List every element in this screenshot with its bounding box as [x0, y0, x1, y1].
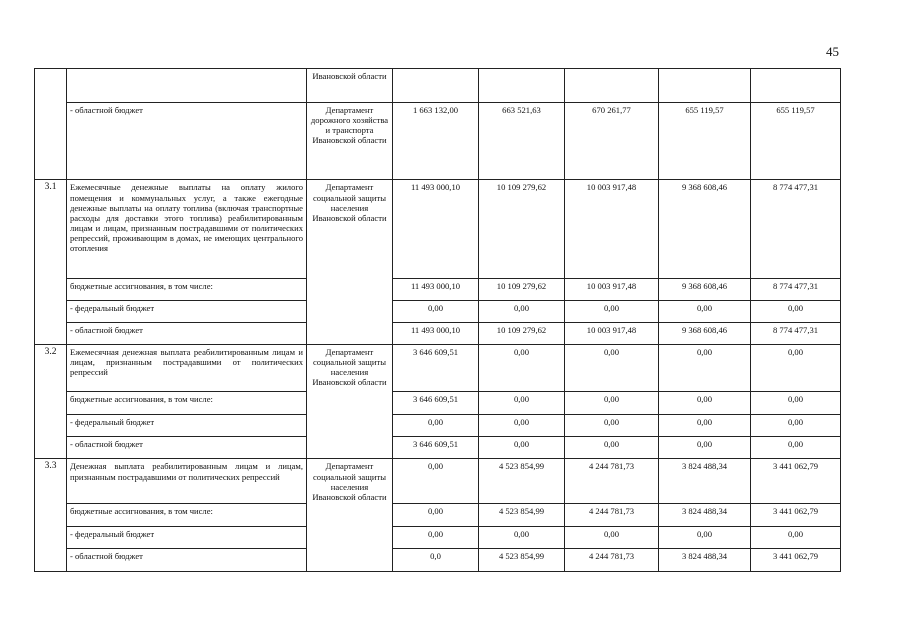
- value-cell: 9 368 608,46: [659, 322, 751, 344]
- value-cell: 0,00: [393, 459, 479, 504]
- value-cell: 0,00: [659, 414, 751, 436]
- value-cell: 0,00: [659, 526, 751, 548]
- value-cell: 0,00: [565, 436, 659, 458]
- table-row: [35, 322, 841, 344]
- row-label: - федеральный бюджет: [67, 414, 307, 436]
- value-cell: 0,00: [393, 414, 479, 436]
- row-label: бюджетные ассигнования, в том числе:: [67, 278, 307, 300]
- table-row: [35, 102, 841, 180]
- value-cell: 3 646 609,51: [393, 392, 479, 414]
- value-cell: 4 244 781,73: [565, 549, 659, 572]
- department-cell: Департамент социальной защиты населения Ивановской области: [307, 180, 393, 345]
- value-cell: 0,00: [479, 414, 565, 436]
- row-label: - федеральный бюджет: [67, 301, 307, 322]
- value-cell: 0,00: [479, 345, 565, 392]
- value-cell: 8 774 477,31: [751, 180, 841, 278]
- value-cell: 0,00: [751, 436, 841, 458]
- value-cell: 0,00: [565, 414, 659, 436]
- value-cell: 4 523 854,99: [479, 504, 565, 526]
- value-cell: 0,00: [565, 392, 659, 414]
- table-row: [35, 278, 841, 300]
- value-cell: 670 261,77: [565, 102, 659, 180]
- value-cell: 0,00: [565, 301, 659, 322]
- value-cell: 10 003 917,48: [565, 278, 659, 300]
- value-cell: 0,00: [565, 526, 659, 548]
- value-cell: 11 493 000,10: [393, 278, 479, 300]
- value-cell: 0,00: [659, 345, 751, 392]
- table-row: [35, 301, 841, 322]
- department-cell: Департамент социальной защиты населения Ивановской области: [307, 459, 393, 572]
- value-cell: 0,00: [751, 301, 841, 322]
- value-cell: 10 003 917,48: [565, 180, 659, 278]
- row-label: - областной бюджет: [67, 102, 307, 180]
- value-cell: 9 368 608,46: [659, 278, 751, 300]
- row-label: бюджетные ассигнования, в том числе:: [67, 392, 307, 414]
- value-cell: 4 244 781,73: [565, 504, 659, 526]
- value-cell: 0,00: [751, 345, 841, 392]
- value-cell: 8 774 477,31: [751, 278, 841, 300]
- value-cell: 0,00: [479, 301, 565, 322]
- value-cell: [393, 69, 479, 103]
- value-cell: 3 441 062,79: [751, 549, 841, 572]
- table-row: [35, 459, 841, 504]
- value-cell: 3 824 488,34: [659, 549, 751, 572]
- value-cell: 4 523 854,99: [479, 549, 565, 572]
- row-label: - федеральный бюджет: [67, 526, 307, 548]
- value-cell: 3 441 062,79: [751, 504, 841, 526]
- budget-table: [34, 68, 841, 572]
- item-number: 3.3: [35, 459, 67, 572]
- value-cell: 1 663 132,00: [393, 102, 479, 180]
- description-cell: [67, 69, 307, 103]
- value-cell: 655 119,57: [751, 102, 841, 180]
- value-cell: 3 441 062,79: [751, 459, 841, 504]
- value-cell: 0,00: [393, 526, 479, 548]
- value-cell: 3 824 488,34: [659, 459, 751, 504]
- value-cell: 4 244 781,73: [565, 459, 659, 504]
- department-cell: Ивановской области: [307, 69, 393, 103]
- value-cell: [659, 69, 751, 103]
- row-label: - областной бюджет: [67, 322, 307, 344]
- value-cell: 0,00: [751, 392, 841, 414]
- value-cell: 0,00: [659, 301, 751, 322]
- value-cell: 3 646 609,51: [393, 345, 479, 392]
- item-description: Ежемесячные денежные выплаты на оплату жилого помещения и коммунальных услуг, а также ежегодные денежные выплаты на оплату топлива (включая транспортные расходы для доставки этого топлива) реабилитированным лицам и лицам, признанным пострадавшими от политических репрессий, проживающим в домах, не имеющих центрального отопления: [67, 180, 307, 278]
- value-cell: 0,00: [659, 392, 751, 414]
- value-cell: 9 368 608,46: [659, 180, 751, 278]
- value-cell: 0,00: [479, 392, 565, 414]
- value-cell: 0,00: [479, 436, 565, 458]
- item-description: Ежемесячная денежная выплата реабилитированным лицам и лицам, признанным пострадавшими от политических репрессий: [67, 345, 307, 392]
- table-row: [35, 526, 841, 548]
- value-cell: 0,00: [751, 414, 841, 436]
- value-cell: 663 521,63: [479, 102, 565, 180]
- department-cell: Департамент социальной защиты населения Ивановской области: [307, 345, 393, 459]
- value-cell: 8 774 477,31: [751, 322, 841, 344]
- value-cell: 0,00: [393, 504, 479, 526]
- table-row: [35, 549, 841, 572]
- value-cell: 10 109 279,62: [479, 180, 565, 278]
- row-label: - областной бюджет: [67, 436, 307, 458]
- value-cell: 10 003 917,48: [565, 322, 659, 344]
- item-number: 3.2: [35, 345, 67, 459]
- value-cell: 11 493 000,10: [393, 322, 479, 344]
- table-row: [35, 180, 841, 278]
- row-label: бюджетные ассигнования, в том числе:: [67, 504, 307, 526]
- table-row: [35, 69, 841, 103]
- table-row: [35, 392, 841, 414]
- value-cell: 0,00: [393, 301, 479, 322]
- value-cell: 0,00: [659, 436, 751, 458]
- table-row: [35, 345, 841, 392]
- table-row: [35, 414, 841, 436]
- table-row: [35, 504, 841, 526]
- value-cell: 10 109 279,62: [479, 322, 565, 344]
- value-cell: 0,00: [479, 526, 565, 548]
- value-cell: 3 646 609,51: [393, 436, 479, 458]
- value-cell: [565, 69, 659, 103]
- value-cell: 0,00: [565, 345, 659, 392]
- department-cell: Департамент дорожного хозяйства и транспорта Ивановской области: [307, 102, 393, 180]
- value-cell: [479, 69, 565, 103]
- value-cell: 3 824 488,34: [659, 504, 751, 526]
- page-number: 45: [826, 44, 839, 59]
- row-label: - областной бюджет: [67, 549, 307, 572]
- number-cell: [35, 69, 67, 180]
- item-description: Денежная выплата реабилитированным лицам и лицам, признанным пострадавшими от политических репрессий: [67, 459, 307, 504]
- value-cell: 0,0: [393, 549, 479, 572]
- value-cell: 0,00: [751, 526, 841, 548]
- value-cell: 655 119,57: [659, 102, 751, 180]
- value-cell: 10 109 279,62: [479, 278, 565, 300]
- value-cell: 4 523 854,99: [479, 459, 565, 504]
- table-row: [35, 436, 841, 458]
- item-number: 3.1: [35, 180, 67, 345]
- value-cell: 11 493 000,10: [393, 180, 479, 278]
- value-cell: [751, 69, 841, 103]
